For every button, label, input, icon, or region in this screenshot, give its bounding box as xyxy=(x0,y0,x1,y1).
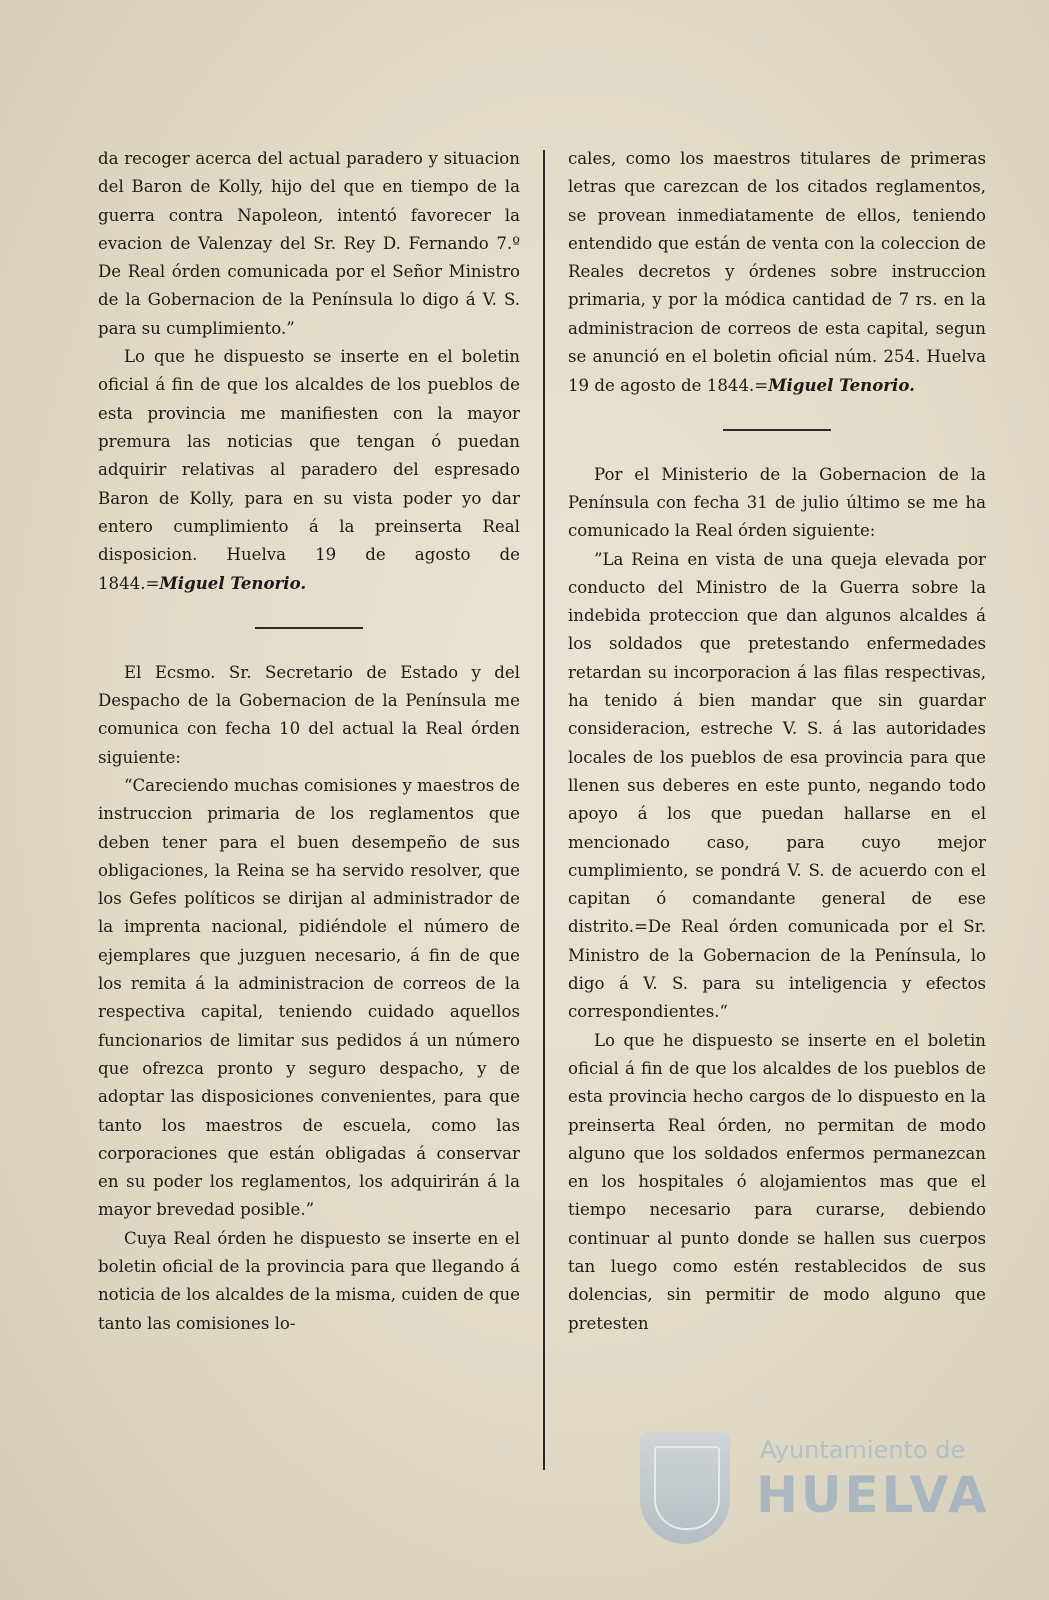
column-rule xyxy=(543,150,545,1470)
section-separator xyxy=(255,627,363,629)
left-signature: Miguel Tenorio. xyxy=(159,573,307,594)
right-column xyxy=(568,145,986,1338)
left-paragraph-2-text: Lo que he dispuesto se inserte en el boletin oficial á fin de que los alcaldes de los pueblos de esta provincia me manifiesten con la mayor premura las noticias que tengan ó puedan adquirir relativas al paradero del espresado Baron de Kolly, para en su vista poder yo dar entero cumplimiento á la preinserta Real disposicion. Huelva 19 de agosto de 1844.= xyxy=(98,347,520,594)
left-paragraph-3: El Ecsmo. Sr. Secretario de Estado y del Despacho de la Gobernacion de la Península me comunica con fecha 10 del actual la Real órden siguiente: xyxy=(98,662,520,767)
left-paragraph-4: “Careciendo muchas comisiones y maestros de instruccion primaria de los reglamentos que deben tener para el buen desempeño de sus obligaciones, la Reina se ha servido resolver, que los Gefes políticos se dirijan al administrador de la imprenta nacional, pidiéndole el número de ejemplares que juzguen necesario, á fin de que los remita á la administracion de correos de la respectiva capital, teniendo cuidado aquellos funcionarios de limitar sus pedidos á un número que ofrezca pronto y seguro despacho, y de adoptar las disposiciones convenientes, para que tanto los maestros de escuela, como las corporaciones que están obligadas á conservar en su poder los reglamentos, los adquirirán á la mayor brevedad posible.” xyxy=(98,775,520,1220)
watermark-line-1: Ayuntamiento de xyxy=(760,1436,966,1464)
left-column xyxy=(98,145,520,1338)
left-paragraph-1: da recoger acerca del actual paradero y situacion del Baron de Kolly, hijo del que en tiempo de la guerra contra Napoleon, intentó favorecer la evacion de Valenzay del Sr. Rey D. Fernando 7.º De Real órden comunicada por el Señor Ministro de la Gobernacion de la Península lo digo á V. S. para su cumplimiento.” xyxy=(98,149,520,338)
right-signature: Miguel Tenorio. xyxy=(768,375,915,396)
section-separator xyxy=(723,429,831,431)
coat-of-arms-icon xyxy=(640,1432,730,1544)
right-paragraph-3: ”La Reina en vista de una queja elevada por conducto del Ministro de la Guerra sobre la indebida proteccion que dan algunos alcaldes á los soldados que pretestando enfermedades retardan su incorporacion á las filas respectivas, ha tenido á bien mandar que sin guardar consideracion, estreche V. S. á las autoridades locales de los pueblos de esa provincia para que llenen sus deberes en este punto, negando todo apoyo á los que puedan hallarse en el mencionado caso, para cuyo mejor cumplimiento, se pondrá V. S. de acuerdo con el capitan ó comandante general de ese distrito.=De Real órden comunicada por el Sr. Ministro de la Gobernacion de la Península, lo digo á V. S. para su inteligencia y efectos correspondientes.“ xyxy=(568,549,986,1022)
left-paragraph-2 xyxy=(98,343,520,599)
watermark-line-2: HUELVA xyxy=(756,1466,990,1524)
right-paragraph-1-text: cales, como los maestros titulares de primeras letras que carezcan de los citados reglamentos, se provean inmediatamente de ellos, teniendo entendido que están de venta con la coleccion de Reales decretos y órdenes sobre instruccion primaria, y por la módica cantidad de 7 rs. en la administracion de correos de esta capital, segun se anunció en el boletin oficial núm. 254. Huelva 19 de agosto de 1844.= xyxy=(568,149,986,396)
right-paragraph-2: Por el Ministerio de la Gobernacion de la Península con fecha 31 de julio último se me ha comunicado la Real órden siguiente: xyxy=(568,464,986,541)
left-paragraph-5: Cuya Real órden he dispuesto se inserte en el boletin oficial de la provincia para que llegando á noticia de los alcaldes de la misma, cuiden de que tanto las comisiones lo- xyxy=(98,1228,520,1333)
right-paragraph-4: Lo que he dispuesto se inserte en el boletin oficial á fin de que los alcaldes de los pueblos de esta provincia hecho cargos de lo dispuesto en la preinserta Real órden, no permitan de modo alguno que los soldados enfermos permanezcan en los hospitales ó alojamientos mas que el tiempo necesario para curarse, debiendo continuar al punto donde se hallen sus cuerpos tan luego como estén restablecidos de sus dolencias, sin permitir de modo alguno que pretesten xyxy=(568,1030,986,1333)
right-paragraph-1 xyxy=(568,145,986,401)
archive-watermark xyxy=(0,1432,1049,1572)
